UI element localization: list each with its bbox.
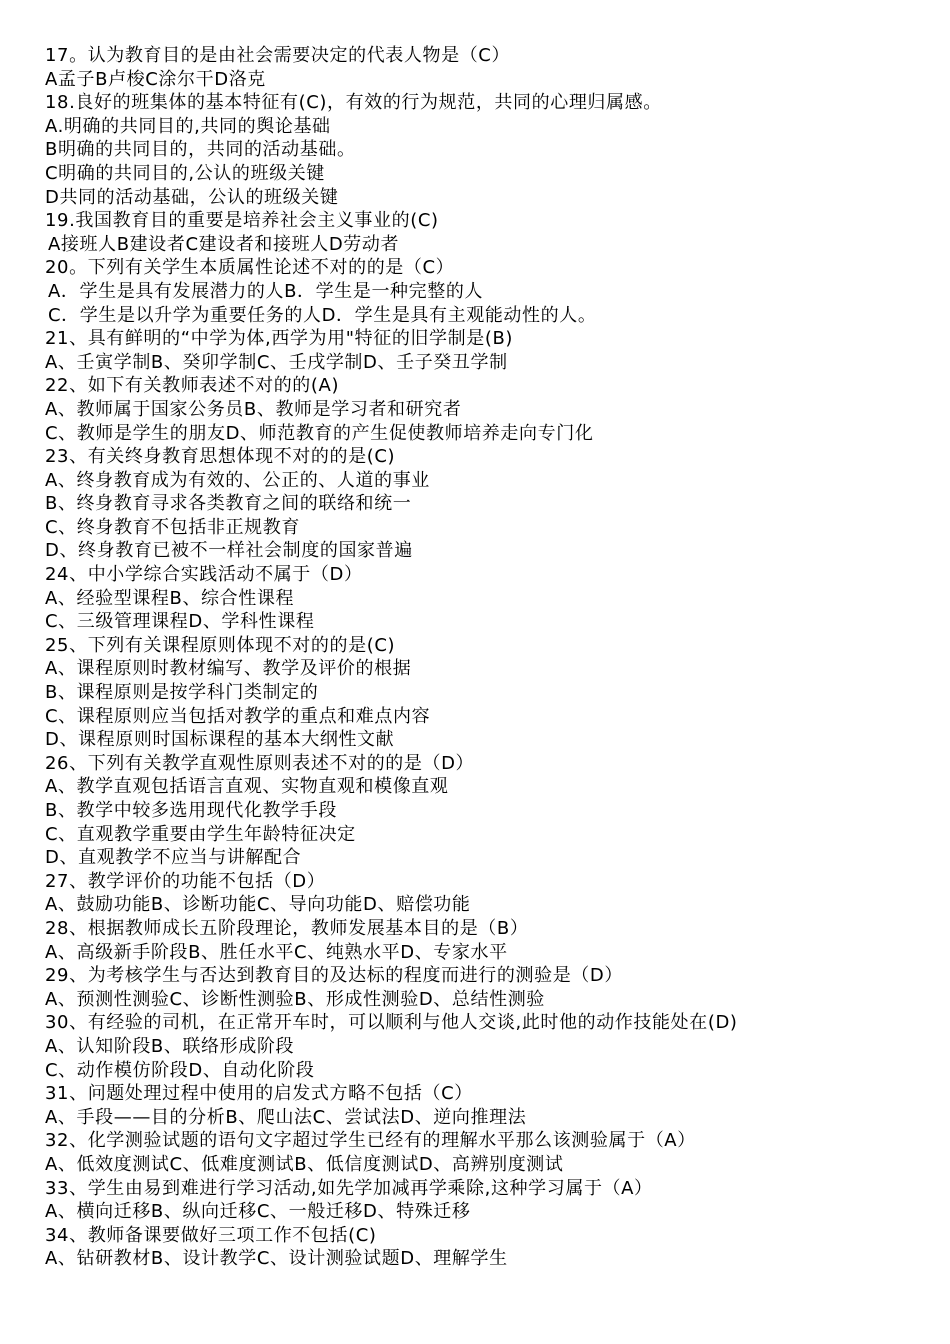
question-24: 24、中小学综合实践活动不属于（D） — [45, 564, 363, 586]
question-33: 33、学生由易到难进行学习活动,如先学加减再学乘除,这种学习属于（A） — [45, 1177, 653, 1199]
question-22: 22、如下有关教师表述不对的的(A) — [45, 375, 340, 397]
question-27-options: A、鼓励功能B、诊断功能C、导向功能D、赔偿功能 — [45, 894, 471, 916]
question-28-options: A、高级新手阶段B、胜任水平C、纯熟水平D、专家水平 — [45, 941, 508, 963]
question-31: 31、问题处理过程中使用的启发式方略不包括（C） — [45, 1083, 473, 1105]
question-30-options-ab: A、认知阶段B、联络形成阶段 — [45, 1035, 295, 1057]
question-26-option-a: A、教学直观包括语言直观、实物直观和模像直观 — [45, 776, 449, 798]
question-29-options: A、预测性测验C、诊断性测验B、形成性测验D、总结性测验 — [45, 988, 545, 1010]
question-30: 30、有经验的司机，在正常开车时，可以顺利与他人交谈,此时他的动作技能处在(D) — [45, 1012, 738, 1034]
question-25-option-a: A、课程原则时教材编写、教学及评价的根据 — [45, 658, 412, 680]
question-29: 29、为考核学生与否达到教育目的及达标的程度而进行的测验是（D） — [45, 965, 623, 987]
question-26-option-b: B、教学中较多选用现代化教学手段 — [45, 800, 337, 821]
question-20: 20。下列有关学生本质属性论述不对的的是（C） — [45, 257, 455, 279]
question-23-option-c: C、终身教育不包括非正规教育 — [45, 516, 300, 538]
question-18: 18.良好的班集体的基本特征有(C)，有效的行为规范，共同的心理归属感。 — [45, 92, 662, 114]
question-32-options: A、低效度测试C、低难度测试B、低信度测试D、高辨别度测试 — [45, 1153, 564, 1175]
question-20-options-cd: C．学生是以升学为重要任务的人D．学生是具有主观能动性的人。 — [48, 304, 597, 326]
question-24-options-ab: A、经验型课程B、综合性课程 — [45, 587, 295, 609]
question-19: 19.我国教育目的重要是培养社会主义事业的(C) — [45, 210, 439, 232]
question-24-options-cd: C、三级管理课程D、学科性课程 — [45, 611, 315, 633]
document-page — [45, 44, 925, 1271]
question-26-option-d: D、直观教学不应当与讲解配合 — [45, 847, 302, 869]
question-22-options-ab: A、教师属于国家公务员B、教师是学习者和研究者 — [45, 398, 462, 420]
question-20-options-ab: A．学生是具有发展潜力的人B．学生是一种完整的人 — [48, 280, 484, 302]
question-17-options: A孟子B卢梭C涂尔干D洛克 — [45, 68, 266, 90]
question-26: 26、下列有关教学直观性原则表述不对的的是（D） — [45, 752, 475, 774]
question-18-option-c: C明确的共同目的,公认的班级关键 — [45, 162, 325, 184]
question-32: 32、化学测验试题的语句文字超过学生已经有的理解水平那么该测验属于（A） — [45, 1130, 696, 1152]
question-30-options-cd: C、动作模仿阶段D、自动化阶段 — [45, 1059, 315, 1081]
question-26-option-c: C、直观教学重要由学生年龄特征决定 — [45, 823, 356, 845]
question-25: 25、下列有关课程原则体现不对的的是(C) — [45, 634, 396, 656]
question-21: 21、具有鲜明的“中学为体,西学为用"特征的旧学制是(B) — [45, 328, 514, 350]
question-25-option-d: D、课程原则时国标课程的基本大纲性文献 — [45, 729, 395, 751]
question-27: 27、教学评价的功能不包括（D） — [45, 870, 326, 892]
question-18-option-d: D共同的活动基础，公认的班级关键 — [45, 186, 339, 208]
question-23-option-b: B、终身教育寻求各类教育之间的联络和统一 — [45, 493, 412, 515]
question-18-option-a: A.明确的共同目的,共同的舆论基础 — [45, 115, 331, 137]
question-23: 23、有关终身教育思想体现不对的的是(C) — [45, 446, 396, 468]
question-25-option-c: C、课程原则应当包括对教学的重点和难点内容 — [45, 705, 431, 727]
question-23-option-d: D、终身教育已被不一样社会制度的国家普遍 — [45, 540, 413, 562]
question-33-options: A、横向迁移B、纵向迁移C、一般迁移D、特殊迁移 — [45, 1201, 471, 1223]
question-22-options-cd: C、教师是学生的朋友D、师范教育的产生促使教师培养走向专门化 — [45, 422, 594, 444]
question-34: 34、教师备课要做好三项工作不包括(C) — [45, 1224, 377, 1246]
question-17: 17。认为教育目的是由社会需要决定的代表人物是（C） — [45, 45, 511, 66]
question-28: 28、根据教师成长五阶段理论，教师发展基本目的是（B） — [45, 917, 529, 939]
question-21-options: A、壬寅学制B、癸卯学制C、壬戌学制D、壬子癸丑学制 — [45, 351, 508, 373]
question-19-options: A接班人B建设者C建设者和接班人D劳动者 — [48, 233, 400, 255]
question-18-option-b: B明确的共同目的，共同的活动基础。 — [45, 139, 356, 161]
question-25-option-b: B、课程原则是按学科门类制定的 — [45, 682, 319, 704]
question-34-options: A、钻研教材B、设计教学C、设计测验试题D、理解学生 — [45, 1248, 508, 1270]
question-23-option-a: A、终身教育成为有效的、公正的、人道的事业 — [45, 469, 430, 491]
question-31-options: A、手段——目的分析B、爬山法C、尝试法D、逆向推理法 — [45, 1106, 527, 1128]
